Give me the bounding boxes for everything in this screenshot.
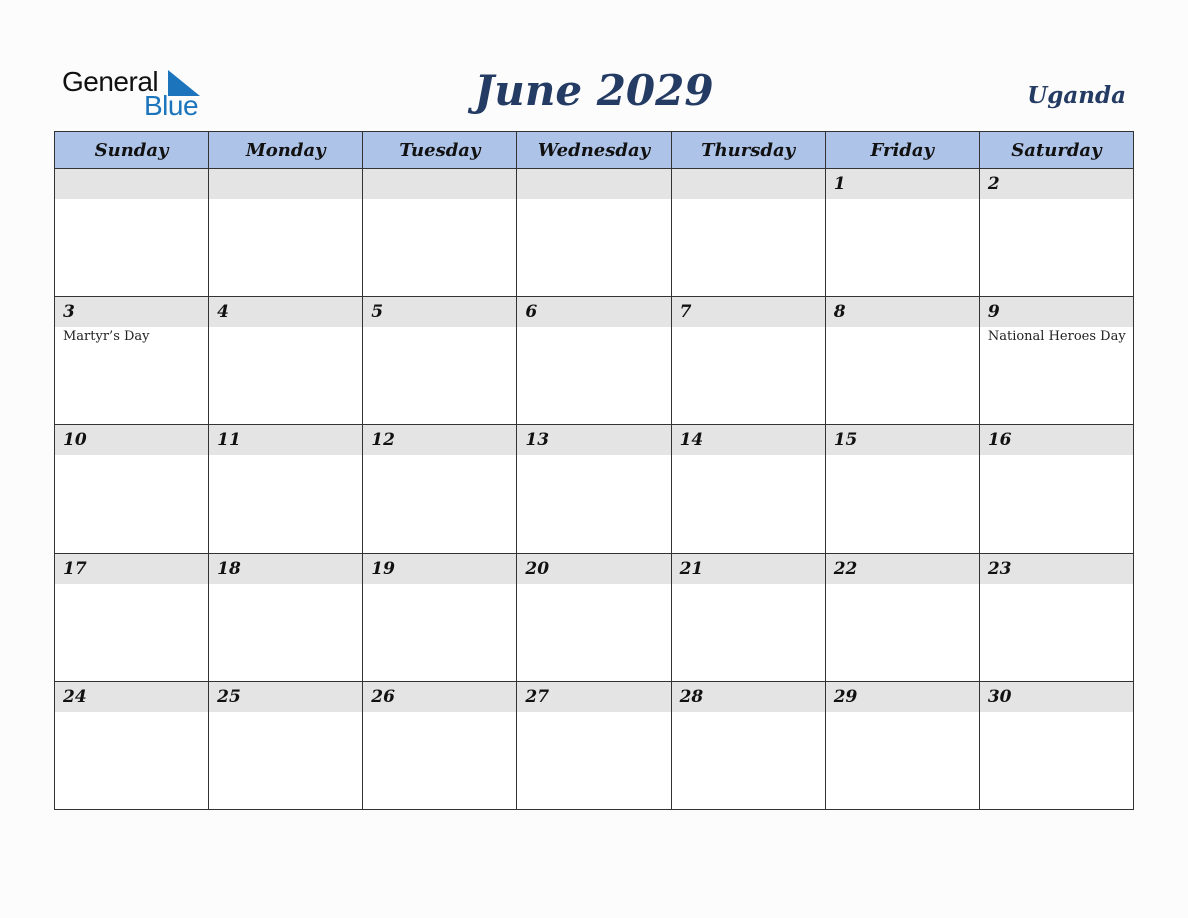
day-cell <box>55 425 209 553</box>
day-cell-header <box>517 425 670 455</box>
week-row <box>55 297 1134 425</box>
day-cell-header <box>363 297 516 327</box>
day-cell-header <box>55 297 208 327</box>
day-number: 18 <box>217 558 241 579</box>
day-number: 30 <box>987 686 1012 707</box>
day-cell-header <box>209 682 362 712</box>
day-number: 17 <box>63 558 87 579</box>
calendar-title: June 2029 <box>474 66 714 115</box>
day-cell-header <box>826 169 979 199</box>
day-cell <box>209 553 363 681</box>
day-cell <box>979 169 1133 297</box>
day-cell <box>517 681 671 809</box>
day-cell <box>825 169 979 297</box>
day-cell <box>517 169 671 297</box>
day-number: 3 <box>63 302 75 323</box>
day-number: 1 <box>833 174 846 194</box>
weekday-sunday: Sunday <box>55 132 209 169</box>
day-cell-header <box>980 425 1133 455</box>
day-number: 23 <box>987 558 1012 579</box>
day-cell <box>55 169 209 297</box>
day-number: 29 <box>833 686 858 707</box>
day-number: 13 <box>525 430 550 451</box>
weekday-header-row <box>55 132 1134 169</box>
day-cell <box>55 553 209 681</box>
day-number: 22 <box>833 558 858 579</box>
day-cell-header <box>517 554 670 584</box>
day-cell <box>979 553 1133 681</box>
day-number: 9 <box>987 302 1000 323</box>
day-cell-header <box>826 425 979 455</box>
day-number: 20 <box>525 558 550 579</box>
day-number: 26 <box>371 686 395 707</box>
day-cell-header <box>363 554 516 584</box>
day-cell-header <box>209 297 362 327</box>
day-cell <box>671 297 825 425</box>
weekday-monday: Monday <box>209 132 363 169</box>
day-cell <box>825 553 979 681</box>
day-cell-header <box>672 297 825 327</box>
day-cell-header <box>55 425 208 455</box>
day-cell-header <box>826 554 979 584</box>
day-cell <box>825 425 979 553</box>
weekday-thursday: Thursday <box>671 132 825 169</box>
day-cell-header <box>363 425 516 455</box>
day-number: 6 <box>525 302 538 323</box>
weekday-friday: Friday <box>825 132 979 169</box>
day-cell-header <box>55 169 208 199</box>
day-number: 10 <box>63 430 87 451</box>
weekday-wednesday: Wednesday <box>517 132 671 169</box>
day-cell <box>979 297 1133 425</box>
day-cell-header <box>980 169 1133 199</box>
day-number: 27 <box>525 686 550 707</box>
day-cell <box>55 297 209 425</box>
day-cell-header <box>363 682 516 712</box>
day-cell-header <box>826 297 979 327</box>
weekday-tuesday: Tuesday <box>363 132 517 169</box>
day-cell-header <box>672 554 825 584</box>
day-cell-header <box>209 169 362 199</box>
day-cell <box>671 553 825 681</box>
day-cell-header <box>672 682 825 712</box>
day-number: 19 <box>371 558 395 579</box>
day-cell-header <box>517 169 670 199</box>
calendar-grid <box>54 131 1134 810</box>
day-number: 24 <box>63 686 87 707</box>
day-cell-header <box>517 297 670 327</box>
day-number: 25 <box>217 686 241 707</box>
day-number: 5 <box>371 302 384 323</box>
day-cell <box>209 297 363 425</box>
day-number: 21 <box>679 558 704 579</box>
day-number: 7 <box>679 302 692 323</box>
week-row <box>55 681 1134 809</box>
day-cell <box>517 425 671 553</box>
day-cell <box>209 425 363 553</box>
country-name: Uganda <box>1027 82 1126 109</box>
week-row <box>55 425 1134 553</box>
day-cell <box>979 681 1133 809</box>
day-cell-header <box>672 169 825 199</box>
day-cell <box>671 169 825 297</box>
day-number: 28 <box>679 686 704 707</box>
day-cell <box>979 425 1133 553</box>
holiday-label: Martyr’s Day <box>63 329 150 345</box>
day-cell <box>517 553 671 681</box>
day-number: 14 <box>679 430 704 451</box>
day-number: 11 <box>217 430 241 451</box>
day-cell <box>209 169 363 297</box>
week-row <box>55 169 1134 297</box>
day-number: 4 <box>217 302 229 323</box>
day-cell <box>825 681 979 809</box>
day-cell <box>825 297 979 425</box>
weekday-saturday: Saturday <box>979 132 1133 169</box>
day-number: 8 <box>833 302 846 323</box>
day-number: 12 <box>371 430 395 451</box>
day-cell-header <box>209 554 362 584</box>
day-number: 16 <box>987 430 1012 451</box>
day-cell-header <box>55 554 208 584</box>
day-cell-header <box>55 682 208 712</box>
day-cell-header <box>672 425 825 455</box>
calendar-body <box>55 169 1134 810</box>
day-cell <box>363 169 517 297</box>
day-cell-header <box>363 169 516 199</box>
day-cell-header <box>209 425 362 455</box>
day-number: 15 <box>833 430 858 451</box>
day-number: 2 <box>987 174 1000 194</box>
day-cell-header <box>517 682 670 712</box>
day-cell-header <box>980 554 1133 584</box>
week-row <box>55 553 1134 681</box>
day-cell <box>363 681 517 809</box>
day-cell <box>671 681 825 809</box>
day-cell <box>363 297 517 425</box>
day-cell <box>55 681 209 809</box>
day-cell-header <box>980 682 1133 712</box>
day-cell <box>671 425 825 553</box>
day-cell <box>363 553 517 681</box>
day-cell <box>363 425 517 553</box>
day-cell <box>209 681 363 809</box>
holiday-label: National Heroes Day <box>987 329 1126 345</box>
logo-text-general: General <box>62 66 159 97</box>
day-cell-header <box>826 682 979 712</box>
day-cell-header <box>980 297 1133 327</box>
logo-text-blue: Blue <box>144 90 199 121</box>
day-cell <box>517 297 671 425</box>
